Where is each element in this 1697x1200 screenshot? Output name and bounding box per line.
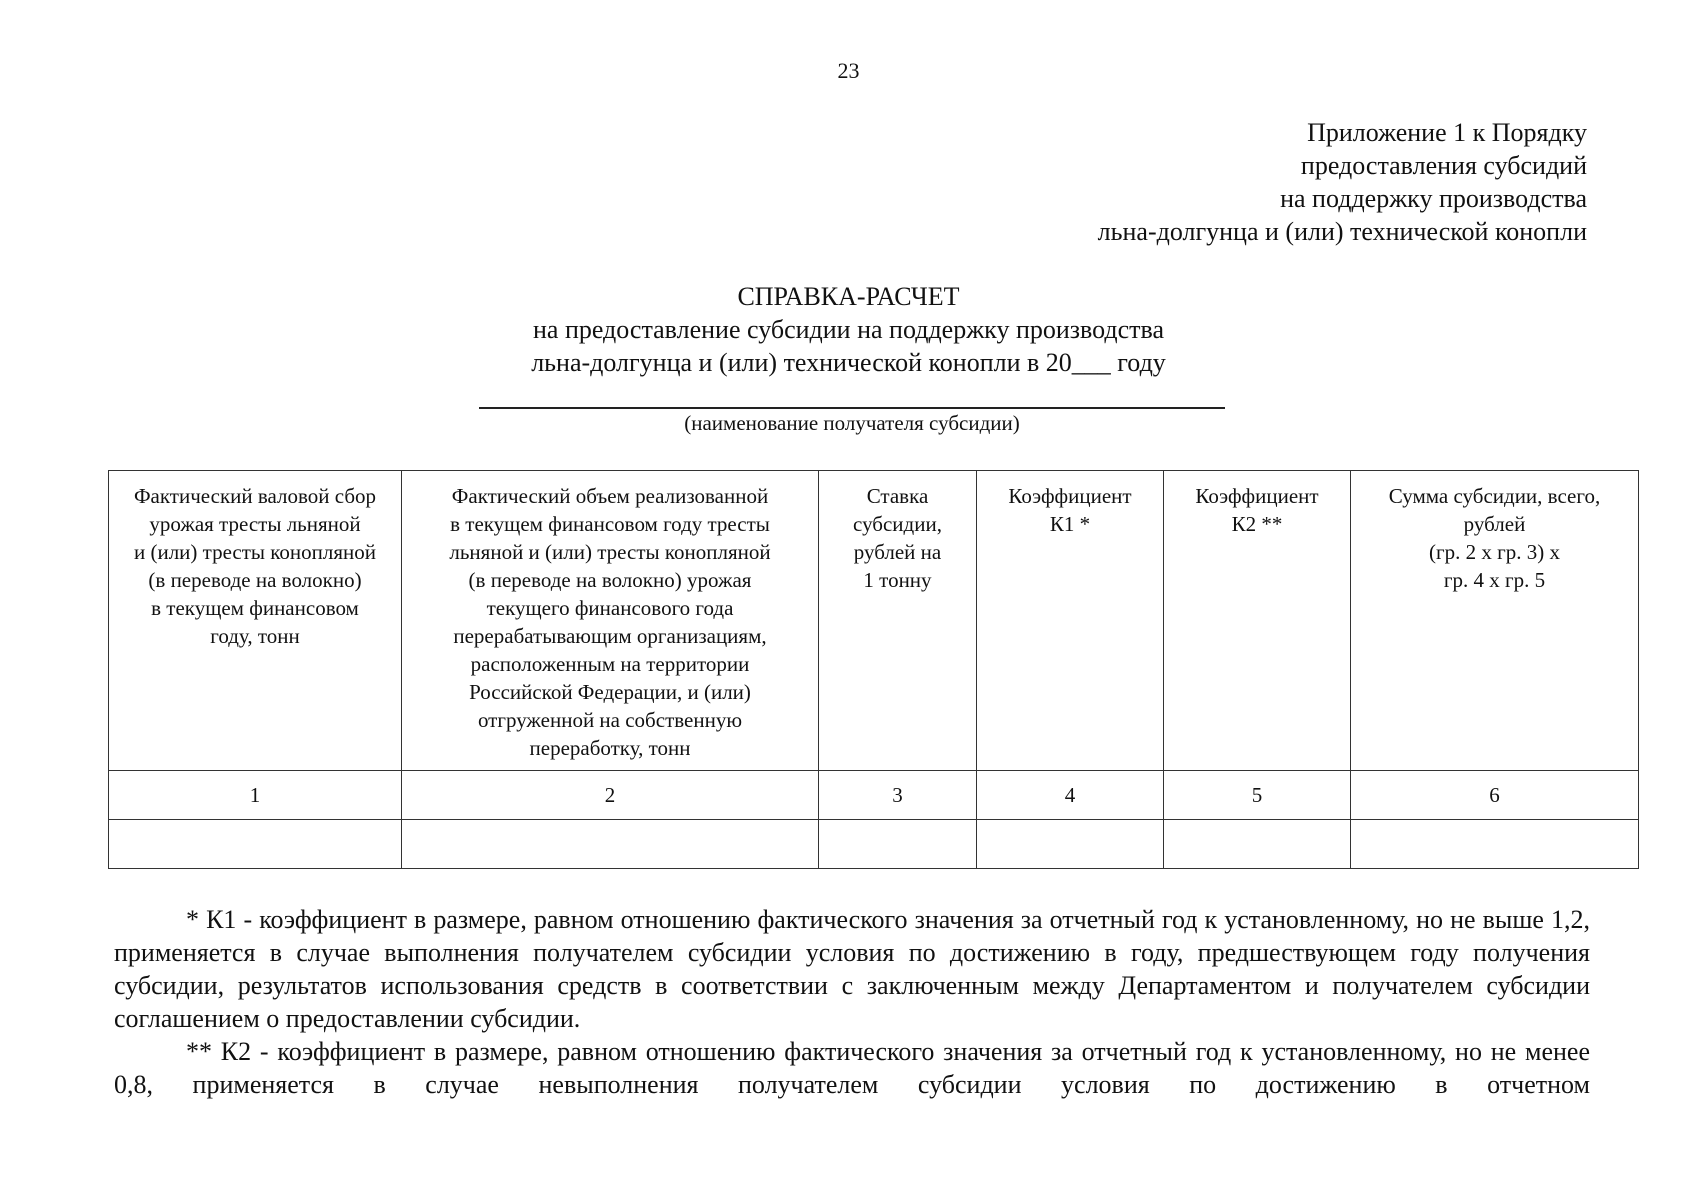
title-line: на предоставление субсидии на поддержку производства [532, 315, 1164, 344]
document-title [0, 280, 1697, 379]
footnotes [114, 903, 1590, 1101]
appendix-reference [1098, 116, 1587, 248]
footnote-k2: ** К2 - коэффициент в размере, равном отношению фактического значения за отчетный год к установленному, но не менее 0,8, применяется в случае невыполнения получателем субсидии условия по достижению в отчетном [114, 1037, 1590, 1099]
title-line: льна-долгунца и (или) технической конопли в 20___ году [531, 348, 1166, 377]
header-cell-1: Фактический валовой сбор урожая тресты льняной и (или) тресты конопляной (в переводе на волокно) в текущем финансовом году, тонн [109, 471, 402, 771]
header-cell-5: Коэффициент К2 ** [1164, 471, 1351, 771]
calculation-table [108, 470, 1639, 869]
column-number-cell: 2 [402, 771, 819, 820]
appendix-line: на поддержку производства [1280, 184, 1587, 213]
data-entry-cell [109, 820, 402, 869]
appendix-line: льна-долгунца и (или) технической конопли [1097, 217, 1587, 246]
header-cell-4: Коэффициент К1 * [977, 471, 1164, 771]
header-cell-2: Фактический объем реализованной в текущем финансовом году тресты льняной и (или) тресты конопляной (в переводе на волокно) урожая текущего финансового года перерабатывающим организациям, расположенным на территории Российской Федерации, и (или) отгруженной на собственную переработку, тонн [402, 471, 819, 771]
appendix-line: предоставления субсидий [1300, 151, 1587, 180]
column-number-row [109, 771, 1639, 820]
data-entry-cell [1164, 820, 1351, 869]
data-entry-cell [1351, 820, 1639, 869]
appendix-line: Приложение 1 к Порядку [1307, 118, 1587, 147]
data-entry-cell [819, 820, 977, 869]
data-entry-cell [402, 820, 819, 869]
column-number-cell: 1 [109, 771, 402, 820]
column-number-cell: 6 [1351, 771, 1639, 820]
data-entry-row [109, 820, 1639, 869]
footnote-k1: * К1 - коэффициент в размере, равном отношению фактического значения за отчетный год к установленному, но не выше 1,2, применяется в случае выполнения получателем субсидии условия по достижению в году, предшествующем году получения субсидии, результатов использования средств в соответствии с заключенным между Департаментом и получателем субсидии соглашением о предоставлении субсидии. [114, 905, 1590, 1033]
column-number-cell: 5 [1164, 771, 1351, 820]
header-cell-3: Ставка субсидии, рублей на 1 тонну [819, 471, 977, 771]
header-cell-6: Сумма субсидии, всего, рублей (гр. 2 x гр. 3) x гр. 4 x гр. 5 [1351, 471, 1639, 771]
title-heading: СПРАВКА-РАСЧЕТ [737, 282, 960, 311]
page-number: 23 [837, 58, 860, 83]
recipient-caption: (наименование получателя субсидии) [684, 411, 1020, 435]
table-header-row [109, 471, 1639, 771]
column-number-cell: 3 [819, 771, 977, 820]
column-number-cell: 4 [977, 771, 1164, 820]
data-entry-cell [977, 820, 1164, 869]
